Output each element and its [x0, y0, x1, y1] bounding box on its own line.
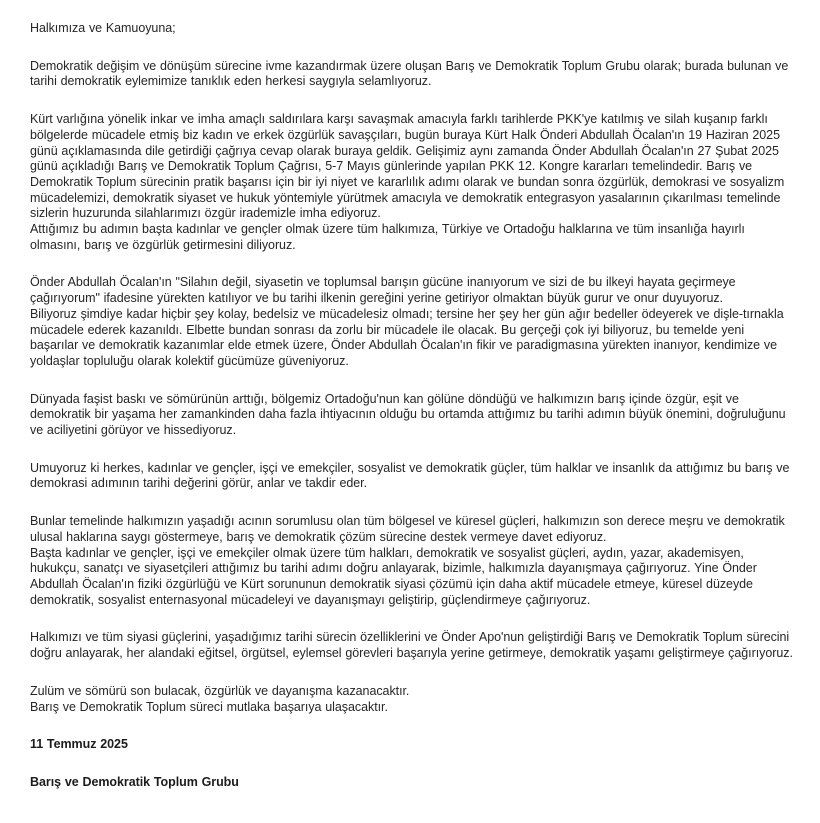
salutation-line: Halkımıza ve Kamuoyuna; — [30, 21, 176, 35]
paragraph: Dünyada faşist baskı ve sömürünün arttığı, bölgemiz Ortadoğu'nun kan gölüne döndüğü ve halkımızın barış içinde özgür, eşit ve demokratik bir yaşama her zamankinden daha fazla ihtiyacının olduğu bu ortamda attığımız bu tarihi adımın büyük önemini, doğruluğunu ve aciliyetini görüyor ve hissediyoruz. — [30, 391, 786, 438]
date-line: 11 Temmuz 2025 — [30, 737, 128, 752]
slogan-line: Zulüm ve sömürü son bulacak, özgürlük ve dayanışma kazanacaktır. — [30, 683, 410, 698]
paragraph: Kürt varlığına yönelik inkar ve imha amaçlı saldırılara karşı savaşmak amacıyla farklı tarihlerde PKK'ye katılmış ve silah kuşanıp farklı bölgelerde mücadele etmiş biz kadın ve erkek özgürlük savaşçıları, bugün buraya Kürt Halk Önderi Abdullah Öcalan'ın 19 Haziran 2025 günü açıklamasında dile getirdiği çağrıya cevap olarak buraya geldik. Gelişimiz aynı zamanda Önder Abdullah Öcalan'ın 27 Şubat 2025 günü açıkladığı Barış ve Demokratik Toplum Çağrısı, 5-7 Mayıs günlerinde yapılan PKK 12. Kongre kararları temelindedir. Barış ve Demokratik Toplum sürecinin pratik başarısı için bir iyi niyet ve kararlılık adımı olarak ve bundan sonra özgürlük, demokrasi ve sosyalizm mücadelemizi, demokratik siyaset ve hukuk yöntemiyle yürütmek amacıyla ve demokratik entegrasyon yasalarının çıkarılması temelinde sizlerin huzurunda silahlarımızı özgür irademizle imha ediyoruz. — [30, 112, 785, 221]
paragraph: Biliyoruz şimdiye kadar hiçbir şey kolay, bedelsiz ve mücadelesiz olmadı; tersine her şey her gün ağır bedeller ödeyerek ve dişle-tırnakla mücadele ederek kazanıldı. Elbette bundan sonrası da zorlu bir mücadele ile olacak. Bu gerçeği çok iyi biliyoruz, bu temelde yeni başarılar ve demokratik kazanımlar elde etmek üzere, Önder Abdullah Öcalan'ın fikir ve paradigmasına yürekten inanıyor, kendimize ve yoldaşlar topluluğu olarak kolektif gücümüze güveniyoruz. — [30, 306, 784, 368]
paragraph: Önder Abdullah Öcalan'ın "Silahın değil, siyasetin ve toplumsal barışın gücüne inanıyorum ve sizi de bu ilkeyi hayata geçirmeye çağırıyorum" ifadesine yürekten katılıyor ve bu tarihi ilkenin gereğini yerine getiriyor olmaktan büyük gurur ve onur duyuyoruz. — [30, 275, 736, 306]
paragraph: Bunlar temelinde halkımızın yaşadığı acının sorumlusu olan tüm bölgesel ve küresel güçleri, halkımızın son derece meşru ve demokratik ulusal haklarına saygı göstermeye, barış ve demokratik çözüm sürecine destek vermeye davet ediyoruz. — [30, 514, 785, 544]
signature-line: Barış ve Demokratik Toplum Grubu — [30, 774, 239, 789]
paragraph: Attığımız bu adımın başta kadınlar ve gençler olmak üzere tüm halkımıza, Türkiye ve Ortadoğu halklarına ve tüm insanlığa hayırlı olmasını, barış ve özgürlük getirmesini diliyoruz. — [30, 222, 745, 252]
paragraph: Halkımızı ve tüm siyasi güçlerini, yaşadığımız tarihi sürecin özelliklerini ve Önder Apo'nun geliştirdiği Barış ve Demokratik Toplum sürecini doğru anlayarak, her alandaki eğitsel, örgütsel, eylemsel görevleri başarıyla yerine getirmeye, demokratik yaşamı geliştirmeye çağırıyoruz. — [30, 630, 793, 661]
slogan-line: Barış ve Demokratik Toplum süreci mutlaka başarıya ulaşacaktır. — [30, 699, 388, 714]
paragraph: Başta kadınlar ve gençler, işçi ve emekçiler olmak üzere tüm halkları, demokratik ve sosyalist güçleri, aydın, yazar, akademisyen, hukukçu, sanatçı ve siyasetçileri attığımız bu tarihi adımı doğru anlayarak, bizimle, halkımızla dayanışmaya çağırıyoruz. Yine Önder Abdullah Öcalan'ın fiziki özgürlüğü ve Kürt sorununun demokratik siyasi çözümü için daha aktif mücadele etmeye, küresel düzeyde demokratik, sosyalist enternasyonal mücadeleyi ve dayanışmayı geliştirip, güçlendirmeye çağırıyoruz. — [30, 545, 757, 607]
paragraph: Umuyoruz ki herkes, kadınlar ve gençler, işçi ve emekçiler, sosyalist ve demokratik güçler, tüm halklar ve insanlık da attığımız bu barış ve demokrasi adımının tarihi değerini görür, anlar ve takdir eder. — [30, 460, 790, 491]
paragraph: Demokratik değişim ve dönüşüm sürecine ivme kazandırmak üzere oluşan Barış ve Demokratik Toplum Grubu olarak; burada bulunan ve tarihi demokratik eylemimize tanıklık eden herkesi saygıyla selamlıyoruz. — [30, 58, 789, 89]
